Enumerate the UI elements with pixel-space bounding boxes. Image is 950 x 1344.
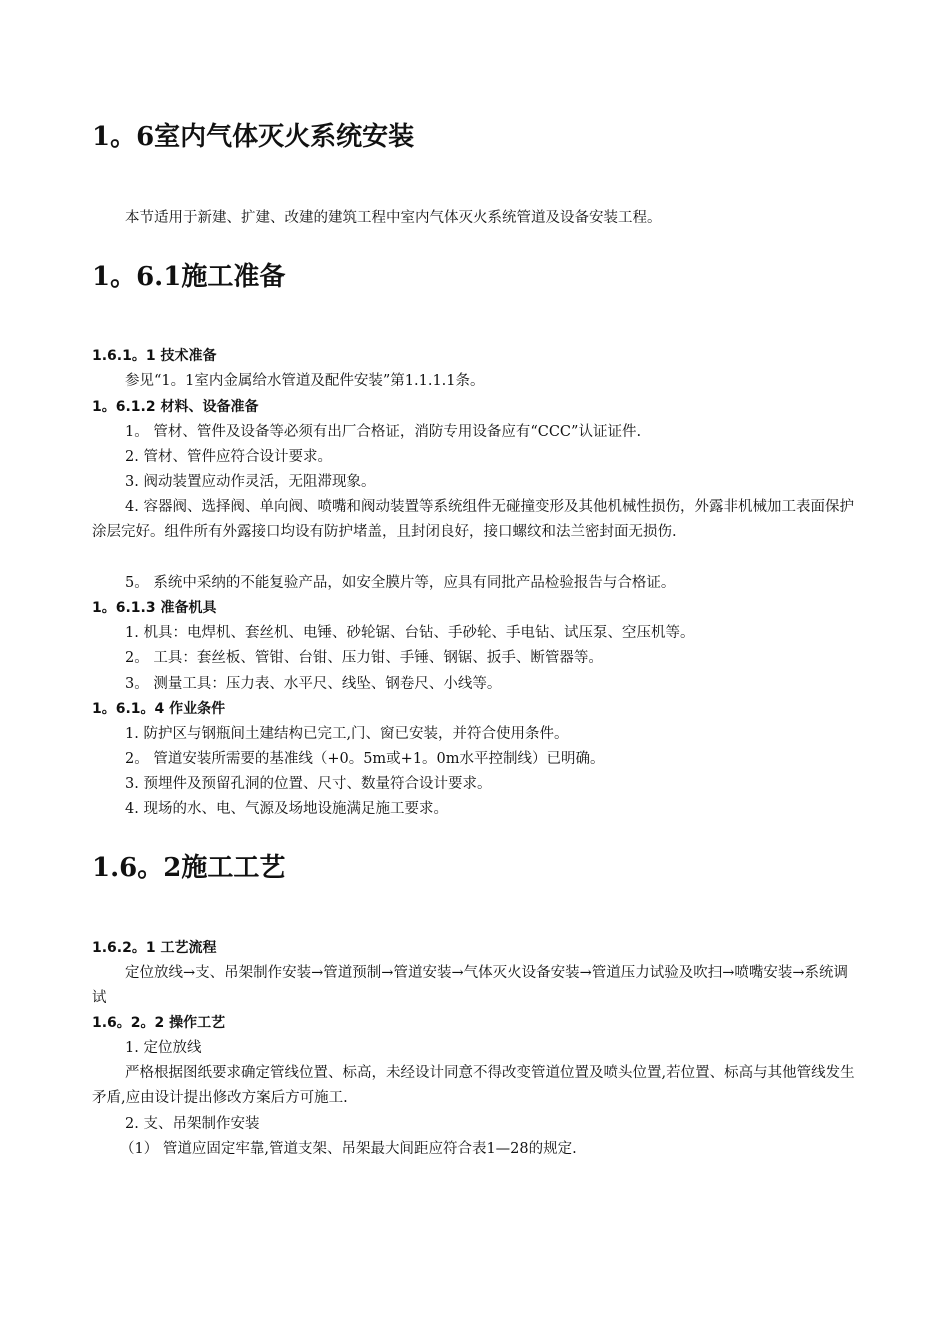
tools-item-1: 1. 机具：电焊机、套丝机、电锤、砂轮锯、台钻、手砂轮、手电钻、试压泵、空压机等。 [125, 625, 695, 641]
conditions-item-3: 3. 预埋件及预留孔洞的位置、尺寸、数量符合设计要求。 [125, 776, 492, 792]
tools-item-2: 2。 工具：套丝板、管钳、台钳、压力钳、手锤、钢锯、扳手、断管器等。 [125, 650, 603, 666]
tech-prep-text: 参见“1。1室内金属给水管道及配件安装”第1.1.1.1条。 [125, 373, 485, 389]
heading-tools: 1。6.1.3 准备机具 [92, 600, 217, 616]
conditions-item-1: 1. 防护区与钢瓶间土建结构已完工,门、窗已安装，并符合使用条件。 [125, 726, 569, 742]
conditions-item-4: 4. 现场的水、电、气源及场地设施满足施工要求。 [125, 801, 448, 817]
conditions-item-2: 2。 管道安装所需要的基准线（+0。5m或+1。0m水平控制线）已明确。 [125, 751, 605, 767]
materials-item-3: 3. 阀动装置应动作灵活，无阻滞现象。 [125, 474, 376, 490]
operation-step-2: 2. 支、吊架制作安装 [125, 1116, 260, 1132]
materials-item-4: 4. 容器阀、选择阀、单向阀、喷嘴和阀动装置等系统组件无碰撞变形及其他机械性损伤，外露非机械加工表面保护涂层完好。组件所有外露接口均设有防护堵盖，且封闭良好，接口螺纹和法兰密封面无损伤. [92, 499, 854, 540]
operation-step-1-text: 严格根据图纸要求确定管线位置、标高，未经设计同意不得改变管道位置及喷头位置,若位置、标高与其他管线发生矛盾,应由设计提出修改方案后方可施工. [92, 1065, 855, 1106]
operation-step-2-item-1: （1） 管道应固定牢靠,管道支架、吊架最大间距应符合表1—28的规定. [120, 1141, 577, 1157]
heading-conditions: 1。6.1。4 作业条件 [92, 701, 226, 717]
materials-item-2: 2. 管材、管件应符合设计要求。 [125, 449, 332, 465]
operation-step-1: 1. 定位放线 [125, 1040, 202, 1056]
subsection-title-process: 1.6。2施工工艺 [92, 853, 286, 883]
section-title: 1。6室内气体灭火系统安装 [92, 122, 415, 152]
materials-item-1: 1。 管材、管件及设备等必须有出厂合格证，消防专用设备应有“CCC”认证证件. [125, 424, 642, 440]
tools-item-3: 3。 测量工具：压力表、水平尺、线坠、钢卷尺、小线等。 [125, 676, 502, 692]
heading-flow: 1.6.2。1 工艺流程 [92, 940, 217, 956]
heading-tech-prep: 1.6.1。1 技术准备 [92, 348, 217, 364]
flow-text: 定位放线→支、吊架制作安装→管道预制→管道安装→气体灭火设备安装→管道压力试验及吹扫→喷嘴安装→系统调试 [92, 965, 849, 1006]
subsection-title-prep: 1。6.1施工准备 [92, 262, 286, 292]
intro-paragraph: 本节适用于新建、扩建、改建的建筑工程中室内气体灭火系统管道及设备安装工程。 [125, 210, 662, 226]
heading-materials: 1。6.1.2 材料、设备准备 [92, 399, 259, 415]
heading-operations: 1.6。2。2 操作工艺 [92, 1015, 226, 1031]
materials-item-5: 5。 系统中采纳的不能复验产品，如安全膜片等，应具有同批产品检验报告与合格证。 [125, 575, 676, 591]
